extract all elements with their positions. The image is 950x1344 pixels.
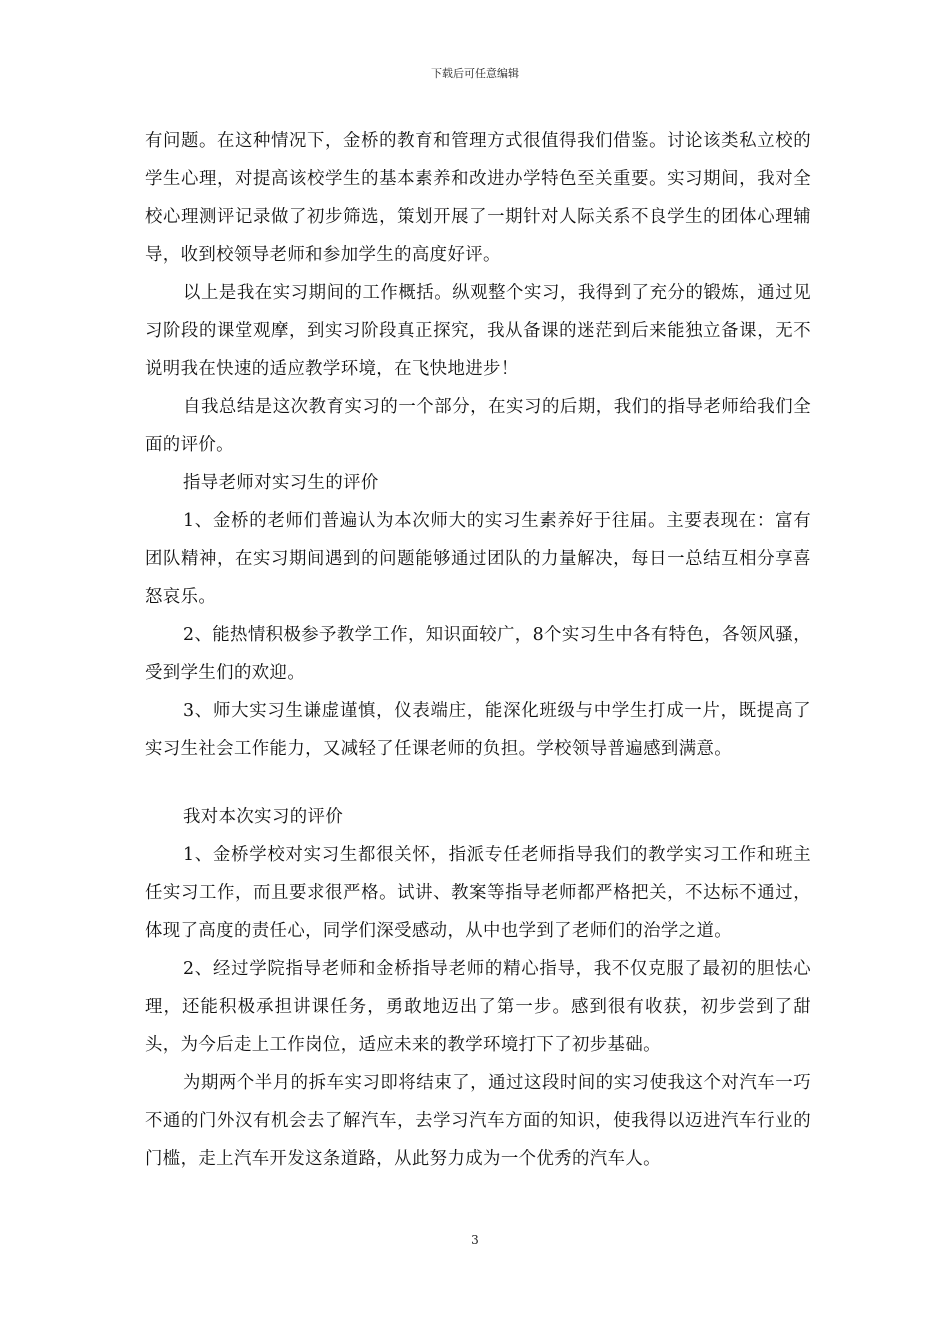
document-body: [145, 122, 811, 1178]
page-number: 3: [471, 1233, 479, 1247]
paragraph-summary: 以上是我在实习期间的工作概括。纵观整个实习，我得到了充分的锻炼，通过见习阶段的课堂观摩，到实习阶段真正探究，我从备课的迷茫到后来能独立备课，无不说明我在快速的适应教学环境，在飞快地进步！: [145, 283, 811, 379]
paragraph-spacer: [145, 768, 811, 798]
teacher-evaluation-item-1: 1、金桥的老师们普遍认为本次师大的实习生素养好于往届。主要表现在：富有团队精神，在实习期间遇到的问题能够通过团队的力量解决，每日一总结互相分享喜怒哀乐。: [145, 511, 811, 607]
paragraph-continuation: 有问题。在这种情况下，金桥的教育和管理方式很值得我们借鉴。讨论该类私立校的学生心理，对提高该校学生的基本素养和改进办学特色至关重要。实习期间，我对全校心理测评记录做了初步筛选，策划开展了一期针对人际关系不良学生的团体心理辅导，收到校领导老师和参加学生的高度好评。: [145, 131, 811, 265]
my-evaluation-item-1: 1、金桥学校对实习生都很关怀，指派专任老师指导我们的教学实习工作和班主任实习工作，而且要求很严格。试讲、教案等指导老师都严格把关，不达标不通过，体现了高度的责任心，同学们深受感动，从中也学到了老师们的治学之道。: [145, 845, 811, 941]
my-evaluation-item-2: 2、经过学院指导老师和金桥指导老师的精心指导，我不仅克服了最初的胆怯心理，还能积极承担讲课任务，勇敢地迈出了第一步。感到很有收获，初步尝到了甜头，为今后走上工作岗位，适应未来的教学环境打下了初步基础。: [145, 959, 811, 1055]
teacher-evaluation-item-2: 2、能热情积极参予教学工作，知识面较广，8个实习生中各有特色，各领风骚，受到学生们的欢迎。: [145, 625, 811, 683]
page-header: 下载后可任意编辑: [431, 67, 519, 80]
section-heading-my-evaluation: 我对本次实习的评价: [183, 807, 344, 827]
paragraph-self-summary: 自我总结是这次教育实习的一个部分，在实习的后期，我们的指导老师给我们全面的评价。: [145, 397, 811, 455]
section-heading-teacher-evaluation: 指导老师对实习生的评价: [183, 473, 379, 493]
paragraph-closing: 为期两个半月的拆车实习即将结束了，通过这段时间的实习使我这个对汽车一巧不通的门外汉有机会去了解汽车，去学习汽车方面的知识，使我得以迈进汽车行业的门槛，走上汽车开发这条道路，从此努力成为一个优秀的汽车人。: [145, 1073, 811, 1169]
teacher-evaluation-item-3: 3、师大实习生谦虚谨慎，仪表端庄，能深化班级与中学生打成一片，既提高了实习生社会工作能力，又减轻了任课老师的负担。学校领导普遍感到满意。: [145, 701, 811, 759]
